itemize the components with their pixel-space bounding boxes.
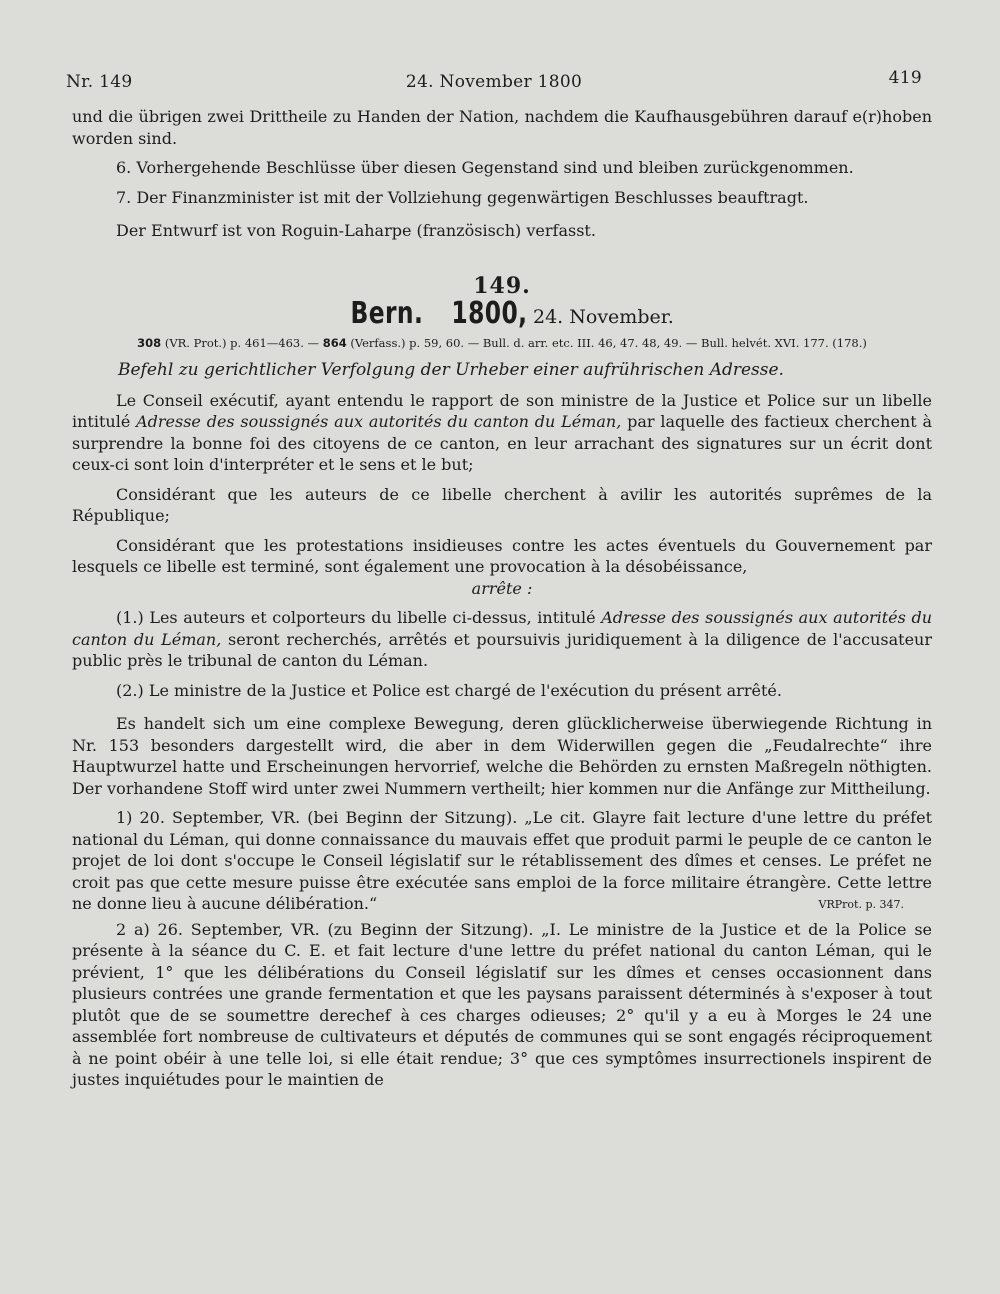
decree-article-2: (2.) Le ministre de la Justice et Police est chargé de l'exécution du présent arrêté. (116, 680, 782, 700)
commentary-paragraph-1: Es handelt sich um eine complexe Bewegung, deren glücklicherweise überwiegende Richtung in Nr. 153 besonders dargestellt wird, die aber in dem Widerwillen gegen die „Feudalrechte“ ihre Hauptwurzel hatte und Erscheinungen hervorrief, welche die Behörden zu ernsten Maßregeln nöthigten. Der vorhandene Stoff wird unter zwei Nummern vertheilt; hier kommen nur die Anfänge zur Mittheilung. (72, 714, 932, 798)
decree-a1-start: (1.) Les auteurs et colporteurs du libelle ci-dessus, intitulé (116, 608, 602, 627)
intro-paragraph-1: und die übrigen zwei Drittheile zu Handen der Nation, nachdem die Kaufhausgebühren darauf e(r)hoben worden sind. (72, 107, 932, 148)
section-year: 1800, (450, 296, 527, 331)
intro-paragraph-2: 6. Vorhergehende Beschlüsse über diesen Gegenstand sind und bleiben zurückgenommen. (116, 158, 854, 177)
decree-article-1 (72, 607, 932, 672)
document-number: Nr. 149 (66, 72, 133, 92)
decree-arrete: arrête : (471, 578, 533, 598)
intro-paragraph-4: Der Entwurf ist von Roguin-Laharpe (französisch) verfasst. (116, 221, 596, 240)
page-number: 419 (888, 68, 922, 88)
decree-paragraph-2: Considérant que les auteurs de ce libelle cherchent à avilir les autorités suprêmes de la République; (72, 484, 932, 525)
decree-paragraph-3: Considérant que les protestations insidieuses contre les actes éventuels du Gouvernement par lesquels ce libelle est terminé, sont également une provocation à la désobéissance, (72, 535, 932, 576)
page-body (72, 106, 932, 1091)
decree-paragraph-1 (72, 390, 932, 476)
commentary-p2-text: 1) 20. September, VR. (bei Beginn der Sitzung). „Le cit. Glayre fait lecture d'une lettre du préfet national du Léman, qui donne connaissance du mauvais effet que produit parmi le peuple de ce canton le projet de loi dont s'occupe le Conseil législatif sur le rétablissement des dîmes et censes. Le préfet ne croit pas que cette mesure puisse être exécutée sans emploi de la force militaire étrangère. Cette lettre ne donne lieu à aucune délibération.“ (72, 808, 932, 913)
header-date: 24. November 1800 (405, 72, 583, 92)
source-a-number: 308 (137, 335, 162, 350)
section-place-date (72, 296, 932, 331)
page-header (66, 68, 922, 102)
decree-p1-end: par laquelle des factieux cherchent à surprendre la bonne foi des citoyens de ce canton, en leur arrachant des signatures sur un écrit dont ceux-ci sont loin d'interpréter et le sens et le but; (72, 412, 932, 474)
source-b: (Verfass.) p. 59, 60. — Bull. d. arr. etc. III. 46, 47. 48, 49. — Bull. helvét. XVI. 177. (178.) (350, 335, 867, 350)
commentary-paragraph-3: 2 a) 26. September, VR. (zu Beginn der Sitzung). „I. Le ministre de la Justice et de la Police se présente à la séance du C. E. et fait lecture d'une lettre du préfet national du canton Léman, qui le prévient, 1° que les délibérations du Conseil législatif sur les dîmes et censes occasionnent dans plusieurs contrées une grande fermentation et que les paysans paraissent déterminés à s'exposer à tout plutôt que de se soumettre derechef à ces charges odieuses; 2° qu'il y a eu à Morges le 24 une assemblée fort nombreuse de cultivateurs et députés de communes qui se sont engagés réciproquement à ne point obéir à une telle loi, si elle était rendue; 3° que ces symptômes insurrectionels inspirent de justes inquiétudes pour le maintien de (72, 919, 932, 1089)
section-caption: Befehl zu gerichtlicher Verfolgung der Urheber einer aufrührischen Adresse. (118, 360, 784, 380)
section-date: 24. November. (533, 306, 674, 328)
source-b-number: 864 (322, 335, 347, 350)
section-number: 149. (473, 272, 531, 299)
section-city: Bern. (350, 296, 424, 331)
decree-p1-start: Le Conseil exécutif, ayant entendu le rapport de son ministre de la Justice et Police sur un libelle intitulé (72, 390, 932, 431)
intro-paragraph-3: 7. Der Finanzminister ist mit der Vollziehung gegenwärtigen Beschlusses beauftragt. (116, 187, 809, 207)
decree-a1-end: seront recherchés, arrêtés et poursuivis juridiquement à la diligence de l'accusateur public près le tribunal de canton du Léman. (72, 629, 933, 670)
commentary-paragraph-2 (72, 807, 932, 911)
section-sources (72, 333, 932, 355)
commentary-p2-reference: VRProt. p. 347. (818, 897, 904, 911)
source-a: (VR. Prot.) p. 461—463. — (164, 335, 320, 350)
decree-p1-title: Adresse des soussignés aux autorités du canton du Léman, (136, 412, 622, 431)
decree-a1-title: Adresse des soussignés aux autorités du canton du Léman, (72, 608, 933, 649)
